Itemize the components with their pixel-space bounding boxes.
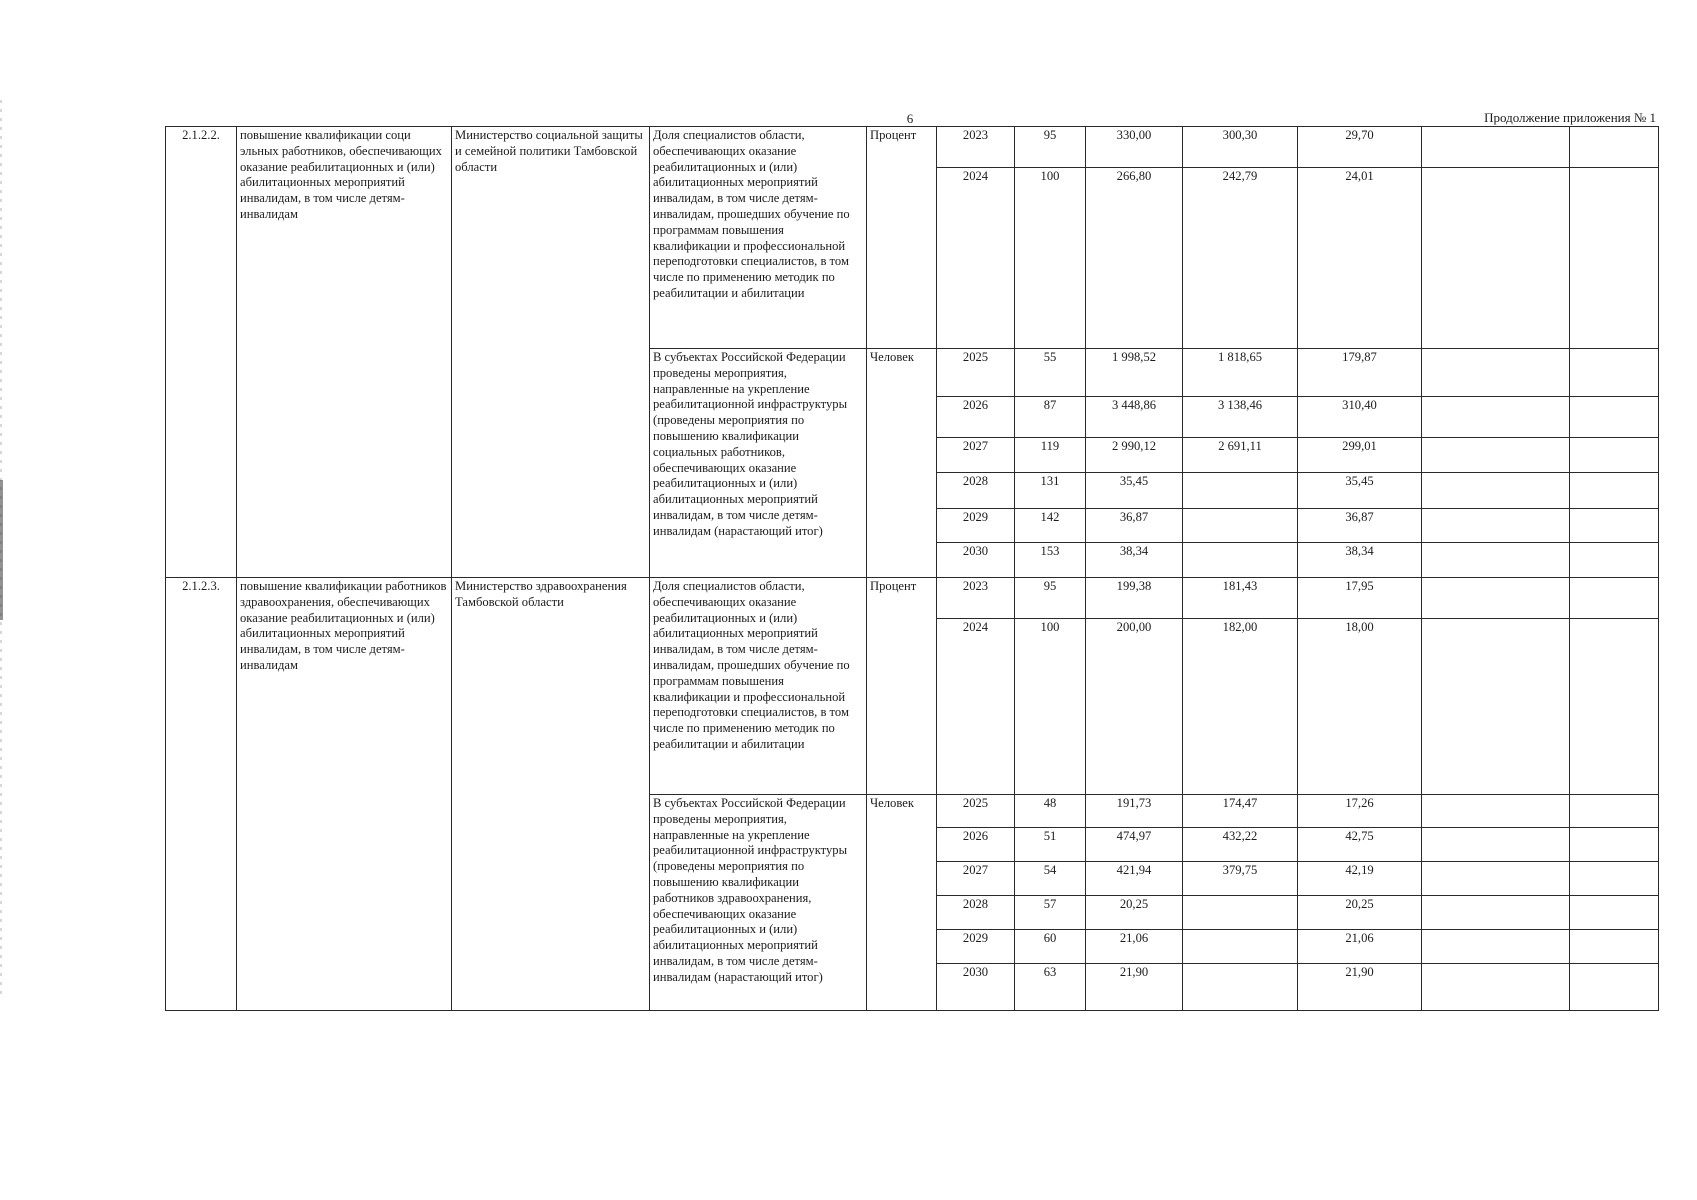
indicator-value-cell: 55 <box>1015 349 1086 397</box>
indicator-value-cell: 100 <box>1015 619 1086 795</box>
indicator-value-cell: 95 <box>1015 578 1086 619</box>
empty-cell <box>1422 438 1570 473</box>
year-cell: 2026 <box>937 828 1015 862</box>
year-cell: 2024 <box>937 168 1015 349</box>
year-cell: 2023 <box>937 578 1015 619</box>
total-funding-cell: 38,34 <box>1086 543 1183 578</box>
regional-budget-cell: 38,34 <box>1298 543 1422 578</box>
table-body <box>166 127 1659 1011</box>
year-cell: 2030 <box>937 964 1015 1011</box>
total-funding-cell: 421,94 <box>1086 862 1183 896</box>
federal-budget-cell: 1 818,65 <box>1183 349 1298 397</box>
indicator-name-cell: В субъектах Российской Федерации проведены мероприятия, направленные на укрепление реабилитационной инфраструктуры (проведены мероприятия по повышению квалификации работников здравоохранения, обеспечивающих оказание реабилитационных и (или) абилитационных мероприятий инвалидам, в том числе детям-инвалидам (нарастающий итог) <box>650 795 867 1011</box>
total-funding-cell: 2 990,12 <box>1086 438 1183 473</box>
item-number-cell: 2.1.2.2. <box>166 127 237 578</box>
regional-budget-cell: 42,75 <box>1298 828 1422 862</box>
regional-budget-cell: 29,70 <box>1298 127 1422 168</box>
empty-cell <box>1422 349 1570 397</box>
indicator-value-cell: 131 <box>1015 473 1086 509</box>
empty-cell <box>1570 795 1659 828</box>
regional-budget-cell: 17,26 <box>1298 795 1422 828</box>
indicator-value-cell: 142 <box>1015 509 1086 543</box>
regional-budget-cell: 20,25 <box>1298 896 1422 930</box>
regional-budget-cell: 35,45 <box>1298 473 1422 509</box>
year-cell: 2029 <box>937 930 1015 964</box>
regional-budget-cell: 24,01 <box>1298 168 1422 349</box>
empty-cell <box>1422 862 1570 896</box>
year-cell: 2030 <box>937 543 1015 578</box>
executor-cell: Министерство здравоохранения Тамбовской области <box>452 578 650 1011</box>
page-number: 6 <box>906 111 914 126</box>
executor-cell: Министерство социальной защиты и семейной политики Тамбовской области <box>452 127 650 578</box>
empty-cell <box>1570 619 1659 795</box>
indicator-name-cell: Доля специалистов области, обеспечивающих оказание реабилитационных и (или) абилитационных мероприятий инвалидам, в том числе детям-инвалидам, прошедших обучение по программам повышения квалификации и профессиональной переподготовки специалистов, в том числе по применению методик по реабилитации и абилитации <box>650 127 867 349</box>
year-cell: 2027 <box>937 862 1015 896</box>
federal-budget-cell <box>1183 964 1298 1011</box>
indicator-value-cell: 54 <box>1015 862 1086 896</box>
unit-cell: Процент <box>867 578 937 795</box>
total-funding-cell: 474,97 <box>1086 828 1183 862</box>
table-row <box>166 578 1659 619</box>
empty-cell <box>1570 473 1659 509</box>
indicator-value-cell: 153 <box>1015 543 1086 578</box>
year-cell: 2023 <box>937 127 1015 168</box>
federal-budget-cell: 379,75 <box>1183 862 1298 896</box>
empty-cell <box>1422 828 1570 862</box>
total-funding-cell: 3 448,86 <box>1086 397 1183 438</box>
empty-cell <box>1570 127 1659 168</box>
federal-budget-cell: 242,79 <box>1183 168 1298 349</box>
empty-cell <box>1422 964 1570 1011</box>
item-number-cell: 2.1.2.3. <box>166 578 237 1011</box>
empty-cell <box>1422 397 1570 438</box>
empty-cell <box>1422 578 1570 619</box>
federal-budget-cell: 300,30 <box>1183 127 1298 168</box>
empty-cell <box>1422 619 1570 795</box>
year-cell: 2027 <box>937 438 1015 473</box>
total-funding-cell: 35,45 <box>1086 473 1183 509</box>
unit-cell: Процент <box>867 127 937 349</box>
regional-budget-cell: 179,87 <box>1298 349 1422 397</box>
empty-cell <box>1570 509 1659 543</box>
empty-cell <box>1570 397 1659 438</box>
federal-budget-cell: 174,47 <box>1183 795 1298 828</box>
total-funding-cell: 199,38 <box>1086 578 1183 619</box>
indicator-value-cell: 63 <box>1015 964 1086 1011</box>
empty-cell <box>1422 509 1570 543</box>
total-funding-cell: 21,06 <box>1086 930 1183 964</box>
total-funding-cell: 1 998,52 <box>1086 349 1183 397</box>
empty-cell <box>1422 795 1570 828</box>
empty-cell <box>1570 578 1659 619</box>
federal-budget-cell: 2 691,11 <box>1183 438 1298 473</box>
program-table <box>165 126 1659 1011</box>
empty-cell <box>1422 896 1570 930</box>
empty-cell <box>1570 543 1659 578</box>
empty-cell <box>1422 473 1570 509</box>
empty-cell <box>1422 168 1570 349</box>
federal-budget-cell: 181,43 <box>1183 578 1298 619</box>
year-cell: 2025 <box>937 795 1015 828</box>
empty-cell <box>1570 828 1659 862</box>
year-cell: 2029 <box>937 509 1015 543</box>
total-funding-cell: 266,80 <box>1086 168 1183 349</box>
indicator-value-cell: 95 <box>1015 127 1086 168</box>
regional-budget-cell: 21,90 <box>1298 964 1422 1011</box>
federal-budget-cell <box>1183 473 1298 509</box>
unit-cell: Человек <box>867 349 937 578</box>
regional-budget-cell: 17,95 <box>1298 578 1422 619</box>
regional-budget-cell: 299,01 <box>1298 438 1422 473</box>
year-cell: 2025 <box>937 349 1015 397</box>
scan-edge-mark <box>0 480 3 620</box>
indicator-value-cell: 60 <box>1015 930 1086 964</box>
indicator-value-cell: 57 <box>1015 896 1086 930</box>
year-cell: 2026 <box>937 397 1015 438</box>
continuation-note: Продолжение приложения № 1 <box>1484 110 1656 125</box>
unit-cell: Человек <box>867 795 937 1011</box>
total-funding-cell: 200,00 <box>1086 619 1183 795</box>
total-funding-cell: 21,90 <box>1086 964 1183 1011</box>
total-funding-cell: 330,00 <box>1086 127 1183 168</box>
empty-cell <box>1570 930 1659 964</box>
federal-budget-cell <box>1183 509 1298 543</box>
empty-cell <box>1422 930 1570 964</box>
indicator-name-cell: В субъектах Российской Федерации проведены мероприятия, направленные на укрепление реабилитационной инфраструктуры (проведены мероприятия по повышению квалификации социальных работников, обеспечивающих оказание реабилитационных и (или) абилитационных мероприятий инвалидам, в том числе детям-инвалидам (нарастающий итог) <box>650 349 867 578</box>
event-name-cell: повышение квалификации работников здравоохранения, обеспечивающих оказание реабилитационных и (или) абилитационных мероприятий инвалидам, в том числе детям-инвалидам <box>237 578 452 1011</box>
indicator-value-cell: 119 <box>1015 438 1086 473</box>
empty-cell <box>1570 168 1659 349</box>
federal-budget-cell <box>1183 896 1298 930</box>
empty-cell <box>1422 127 1570 168</box>
regional-budget-cell: 21,06 <box>1298 930 1422 964</box>
empty-cell <box>1570 349 1659 397</box>
indicator-value-cell: 87 <box>1015 397 1086 438</box>
empty-cell <box>1570 964 1659 1011</box>
table-row <box>166 127 1659 168</box>
indicator-value-cell: 100 <box>1015 168 1086 349</box>
year-cell: 2024 <box>937 619 1015 795</box>
empty-cell <box>1422 543 1570 578</box>
federal-budget-cell <box>1183 543 1298 578</box>
year-cell: 2028 <box>937 896 1015 930</box>
year-cell: 2028 <box>937 473 1015 509</box>
regional-budget-cell: 18,00 <box>1298 619 1422 795</box>
total-funding-cell: 20,25 <box>1086 896 1183 930</box>
empty-cell <box>1570 896 1659 930</box>
federal-budget-cell <box>1183 930 1298 964</box>
indicator-value-cell: 48 <box>1015 795 1086 828</box>
event-name-cell: повышение квалификации соци эльных работников, обеспечивающих оказание реабилитационных и (или) абилитационных мероприятий инвалидам, в том числе детям-инвалидам <box>237 127 452 578</box>
regional-budget-cell: 42,19 <box>1298 862 1422 896</box>
total-funding-cell: 191,73 <box>1086 795 1183 828</box>
total-funding-cell: 36,87 <box>1086 509 1183 543</box>
federal-budget-cell: 3 138,46 <box>1183 397 1298 438</box>
empty-cell <box>1570 862 1659 896</box>
federal-budget-cell: 182,00 <box>1183 619 1298 795</box>
federal-budget-cell: 432,22 <box>1183 828 1298 862</box>
indicator-value-cell: 51 <box>1015 828 1086 862</box>
empty-cell <box>1570 438 1659 473</box>
indicator-name-cell: Доля специалистов области, обеспечивающих оказание реабилитационных и (или) абилитационных мероприятий инвалидам, в том числе детям-инвалидам, прошедших обучение по программам повышения квалификации и профессиональной переподготовки специалистов, в том числе по применению методик по реабилитации и абилитации <box>650 578 867 795</box>
regional-budget-cell: 36,87 <box>1298 509 1422 543</box>
regional-budget-cell: 310,40 <box>1298 397 1422 438</box>
